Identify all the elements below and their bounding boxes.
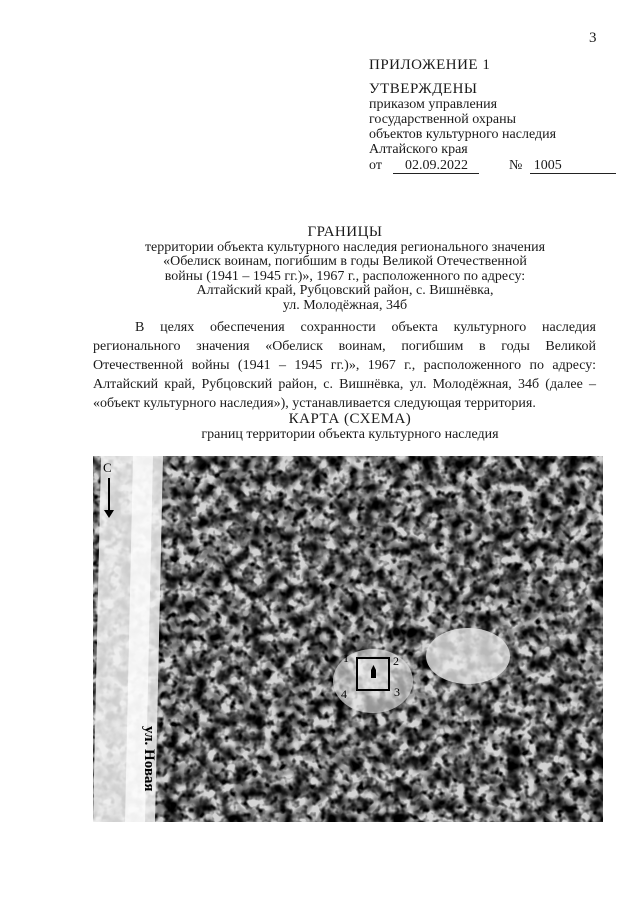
title-line: территории объекта культурного наследия регионального значения — [144, 239, 546, 255]
approval-line: государственной охраны — [369, 112, 517, 127]
title-line: ул. Молодёжная, 34б — [282, 297, 408, 313]
map-clearing — [426, 628, 510, 684]
order-number: 1005 — [530, 158, 616, 174]
approval-line: объектов культурного наследия — [369, 127, 557, 142]
boundary-point-label: 1 — [343, 651, 349, 665]
boundary-map — [93, 456, 603, 822]
appendix-label: ПРИЛОЖЕНИЕ 1 — [369, 57, 491, 73]
document-title: ГРАНИЦЫ — [307, 224, 383, 240]
page-number: 3 — [589, 30, 597, 46]
order-date-row — [369, 158, 609, 174]
number-label: № — [508, 158, 523, 173]
street-label: ул. Новая — [141, 726, 157, 792]
map-heading — [120, 412, 580, 442]
obelisk-icon — [371, 670, 376, 678]
approval-line: Алтайского края — [369, 142, 468, 157]
boundary-point-label: 3 — [394, 685, 400, 699]
title-line: войны (1941 – 1945 гг.)», 1967 г., расположенного по адресу: — [164, 268, 526, 284]
title-line: Алтайский край, Рубцовский район, с. Вишнёвка, — [196, 283, 494, 298]
from-label: от — [369, 158, 382, 173]
order-date: 02.09.2022 — [393, 158, 479, 174]
map-title: КАРТА (СХЕМА) — [288, 411, 412, 427]
north-label: С — [103, 460, 112, 475]
document-title-block — [110, 225, 580, 313]
title-line: «Обелиск воинам, погибшим в годы Великой Отечественной — [163, 254, 527, 269]
body-paragraph: В целях обеспечения сохранности объекта культурного наследия регионального значения «Обелиск воинам, погибшим в годы Великой Отечественной войны (1941 – 1945 гг.)», 1967 г., расположенного по адресу: Алтайский край, Рубцовский район, с. Вишнёвка, ул. Молодёжная, 34б (далее – «объект культурного наследия»), устанавливается следующая территория. — [93, 320, 596, 411]
boundary-point-label: 4 — [341, 687, 347, 701]
approved-label: УТВЕРЖДЕНЫ — [369, 81, 478, 97]
map-subtitle: границ территории объекта культурного наследия — [201, 427, 499, 442]
approval-block — [369, 58, 609, 174]
map-dark-texture — [93, 456, 603, 822]
approval-line: приказом управления — [369, 97, 498, 112]
boundary-point-label: 2 — [393, 654, 399, 668]
